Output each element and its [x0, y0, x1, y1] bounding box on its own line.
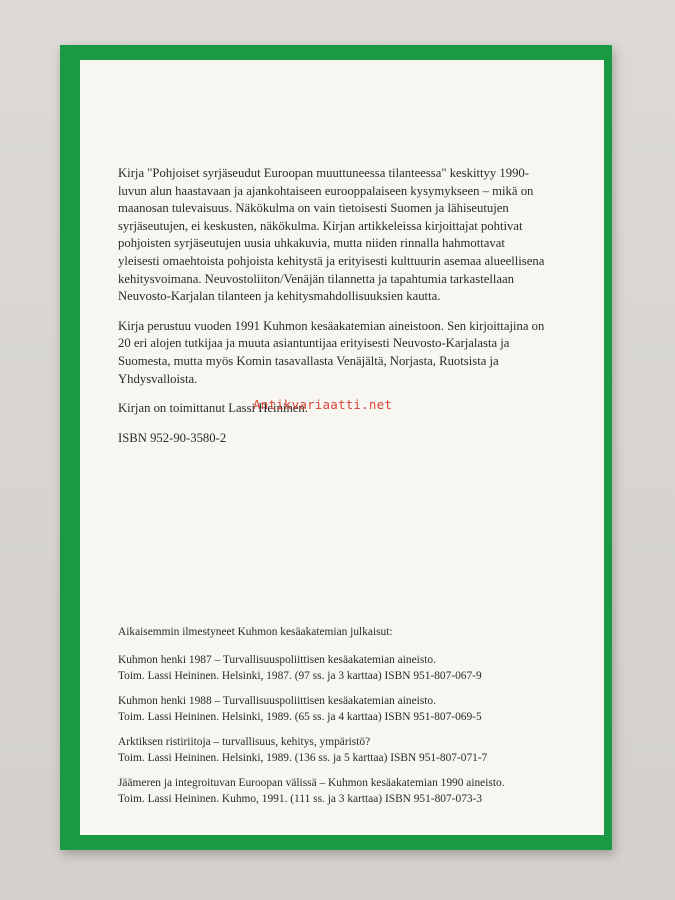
publication-entry [118, 652, 598, 684]
description-block [118, 165, 548, 459]
publication-entry [118, 693, 598, 725]
publication-entry [118, 734, 598, 766]
description-paragraph-1: Kirja "Pohjoiset syrjäseudut Euroopan muuttuneessa tilanteessa" keskittyy 1990-luvun alun haastavaan ja ajankohtaiseen eurooppalaiseen kysymykseen – mikä on maanosan tulevaisuus. Näkökulma on vain tietoisesti Suomen ja lähiseutujen syrjäseutujen, ei keskusten, näkökulma. Kirjan artikkeleissa kirjoittajat pohtivat pohjoisten syrjäseutujen uusia uhkakuvia, mutta niiden rinnalla hahmottavat yleisesti omaehtoista pohjoista kehitystä ja erityisesti kulttuurin asemaa alueellisena kehitysvoimana. Neuvostoliiton/Venäjän tilannetta ja tapahtumia tarkastellaan Neuvosto-Karjalan tilanteen ja kehitysmahdollisuuksien kautta. [118, 166, 545, 304]
publication-details: Toim. Lassi Heininen. Helsinki, 1989. (136 ss. ja 5 karttaa) ISBN 951-807-071-7 [118, 752, 488, 764]
publication-title: Kuhmon henki 1987 – Turvallisuuspoliittisen kesäakatemian aineisto. [118, 654, 436, 666]
previous-publications [118, 624, 598, 816]
publication-details: Toim. Lassi Heininen. Helsinki, 1989. (65 ss. ja 4 karttaa) ISBN 951-807-069-5 [118, 711, 482, 723]
isbn: ISBN 952-90-3580-2 [118, 430, 227, 445]
publication-title: Kuhmon henki 1988 – Turvallisuuspoliittisen kesäakatemian aineisto. [118, 695, 436, 707]
publication-title: Jäämeren ja integroituvan Euroopan välissä – Kuhmon kesäakatemian 1990 aineisto. [118, 777, 505, 789]
publication-details: Toim. Lassi Heininen. Kuhmo, 1991. (111 ss. ja 3 karttaa) ISBN 951-807-073-3 [118, 793, 483, 805]
publication-entry [118, 775, 598, 807]
watermark: Antikvariaatti.net [253, 397, 393, 412]
publications-heading: Aikaisemmin ilmestyneet Kuhmon kesäakatemian julkaisut: [118, 626, 393, 638]
editor-note: Kirjan on toimittanut Lassi Heininen. [118, 401, 308, 416]
publication-details: Toim. Lassi Heininen. Helsinki, 1987. (97 ss. ja 3 karttaa) ISBN 951-807-067-9 [118, 670, 482, 682]
publication-title: Arktiksen ristiriitoja – turvallisuus, kehitys, ympäristö? [118, 736, 371, 748]
description-paragraph-2: Kirja perustuu vuoden 1991 Kuhmon kesäakatemian aineistoon. Sen kirjoittajina on 20 eri alojen tutkijaa ja muuta asiantuntijaa erityisesti Neuvosto-Karjalasta ja Suomesta, mutta myös Komin tasavallasta Venäjältä, Norjasta, Ruotsista ja Yhdysvalloista. [118, 318, 545, 386]
